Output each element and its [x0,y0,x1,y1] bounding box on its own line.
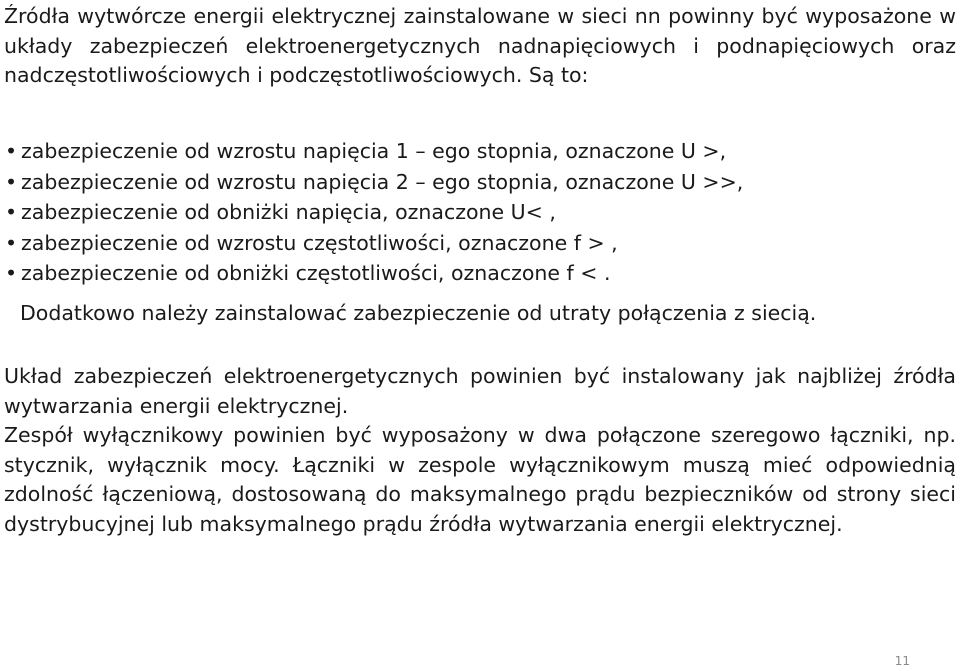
list-item [4,167,944,198]
bullet-icon: • [5,230,18,255]
paragraph-switching-text: Zespół wyłącznikowy powinien być wyposażony w dwa połączone szeregowo łączniki, np. stycznik, wyłącznik mocy. Łączniki w zespole wyłącznikowym muszą mieć odpowiednią zdolność łączeniową, dostosowaną do maksymalnego prądu bezpieczników od strony sieci dystrybucyjnej lub maksymalnego prądu źródła wytwarzania energii elektrycznej. [4,423,956,536]
bullet-icon: • [5,139,18,163]
list-item [4,136,944,167]
list-item [4,197,944,228]
paragraph-installation [4,362,956,539]
bullet-icon: • [5,169,18,194]
list-item [4,258,944,289]
paragraph-installation-text: Układ zabezpieczeń elektroenergetycznych powinien być instalowany jak najbliżej źródła wytwarzania energii elektrycznej. [4,364,956,418]
page-number: 11 [894,654,910,668]
list-item-text: zabezpieczenie od obniżki częstotliwości, oznaczone f < . [21,261,611,285]
list-item-text: zabezpieczenie od wzrostu napięcia 2 – ego stopnia, oznaczone U >>, [21,169,744,194]
list-item-text: zabezpieczenie od wzrostu częstotliwości, oznaczone f > , [21,230,618,255]
protection-list [4,136,944,289]
bullet-icon: • [5,200,18,224]
additional-note: Dodatkowo należy zainstalować zabezpieczenie od utraty połączenia z siecią. [20,301,817,325]
intro-paragraph: Źródła wytwórcze energii elektrycznej zainstalowane w sieci nn powinny być wyposażone w układy zabezpieczeń elektroenergetycznych nadnapięciowych i podnapięciowych oraz nadczęstotliwościowych i podczęstotliwościowych. Są to: [4,4,956,87]
bullet-icon: • [5,261,18,285]
list-item-text: zabezpieczenie od obniżki napięcia, oznaczone U< , [21,200,556,224]
list-item-text: zabezpieczenie od wzrostu napięcia 1 – ego stopnia, oznaczone U >, [21,139,727,163]
list-item [4,228,944,259]
